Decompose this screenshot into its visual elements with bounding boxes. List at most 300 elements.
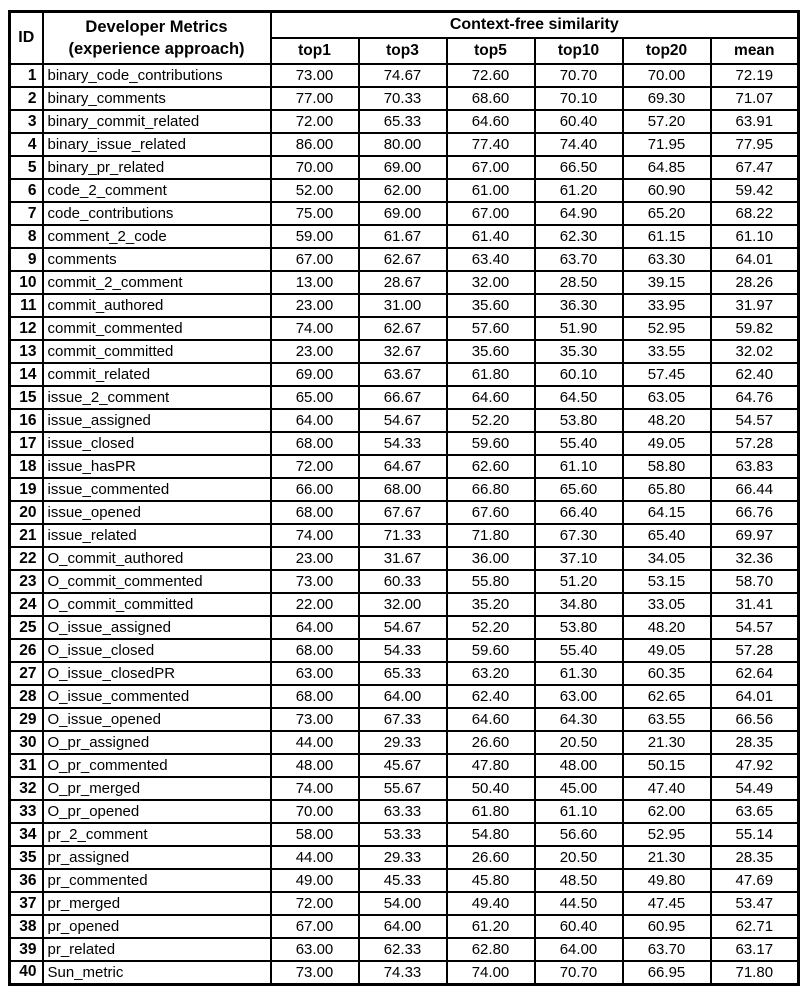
metric-value-top5: 61.80 [447,800,535,823]
metric-value-top10: 48.00 [535,754,623,777]
metric-value-top20: 39.15 [623,271,711,294]
metric-value-top20: 21.30 [623,731,711,754]
metric-name: commit_committed [43,340,271,363]
row-id: 20 [10,501,43,524]
metric-name: pr_assigned [43,846,271,869]
metric-value-top1: 72.00 [271,892,359,915]
metric-value-top20: 47.40 [623,777,711,800]
metric-value-top20: 60.90 [623,179,711,202]
row-id: 27 [10,662,43,685]
metric-value-mean: 28.35 [711,731,799,754]
metric-value-top20: 33.95 [623,294,711,317]
metric-value-top5: 26.60 [447,731,535,754]
row-id: 23 [10,570,43,593]
metric-value-top20: 69.30 [623,87,711,110]
metric-value-top5: 74.00 [447,961,535,984]
table-row [10,593,799,616]
metric-value-top10: 20.50 [535,731,623,754]
metric-value-top20: 34.05 [623,547,711,570]
metric-value-mean: 59.82 [711,317,799,340]
metric-value-mean: 71.07 [711,87,799,110]
metric-value-top20: 48.20 [623,616,711,639]
metric-value-top1: 23.00 [271,340,359,363]
metric-value-top3: 62.00 [359,179,447,202]
table-row [10,708,799,731]
row-id: 32 [10,777,43,800]
table-row [10,202,799,225]
metric-value-top10: 44.50 [535,892,623,915]
row-id: 37 [10,892,43,915]
metric-value-mean: 61.10 [711,225,799,248]
metric-name: O_issue_closedPR [43,662,271,685]
metric-value-mean: 64.76 [711,386,799,409]
table-row [10,248,799,271]
metric-name: binary_pr_related [43,156,271,179]
metric-value-top1: 52.00 [271,179,359,202]
metric-value-mean: 66.44 [711,478,799,501]
table-row [10,938,799,961]
metric-value-top20: 65.80 [623,478,711,501]
metric-value-top5: 45.80 [447,869,535,892]
metric-name: O_commit_authored [43,547,271,570]
metric-value-top3: 28.67 [359,271,447,294]
row-id: 24 [10,593,43,616]
metric-value-mean: 77.95 [711,133,799,156]
metric-value-mean: 63.17 [711,938,799,961]
metric-value-mean: 53.47 [711,892,799,915]
metric-value-mean: 55.14 [711,823,799,846]
metric-value-mean: 66.56 [711,708,799,731]
metric-name: issue_2_comment [43,386,271,409]
metric-value-top5: 62.40 [447,685,535,708]
metric-value-top3: 54.67 [359,409,447,432]
metric-value-top5: 47.80 [447,754,535,777]
metric-name: O_pr_assigned [43,731,271,754]
metric-name: issue_opened [43,501,271,524]
metric-value-top10: 48.50 [535,869,623,892]
metric-value-top3: 80.00 [359,133,447,156]
metric-value-top3: 71.33 [359,524,447,547]
table-row [10,777,799,800]
metric-value-top10: 34.80 [535,593,623,616]
metric-value-top3: 67.33 [359,708,447,731]
metric-value-top3: 64.00 [359,915,447,938]
table-row [10,110,799,133]
metric-value-top1: 74.00 [271,524,359,547]
metrics-table [8,10,800,986]
metric-value-mean: 68.22 [711,202,799,225]
metric-value-top20: 62.65 [623,685,711,708]
metric-value-top10: 37.10 [535,547,623,570]
row-id: 33 [10,800,43,823]
metric-name: comments [43,248,271,271]
row-id: 8 [10,225,43,248]
metric-value-top3: 29.33 [359,731,447,754]
metric-value-top10: 67.30 [535,524,623,547]
metric-name: issue_commented [43,478,271,501]
metric-value-mean: 62.71 [711,915,799,938]
table-row [10,317,799,340]
metric-value-top20: 70.00 [623,64,711,87]
metric-value-top3: 66.67 [359,386,447,409]
metric-name: O_issue_assigned [43,616,271,639]
table-row [10,478,799,501]
metric-value-top10: 45.00 [535,777,623,800]
table-row [10,340,799,363]
metric-value-top1: 44.00 [271,846,359,869]
metric-name: code_2_comment [43,179,271,202]
row-id: 12 [10,317,43,340]
table-row [10,731,799,754]
row-id: 13 [10,340,43,363]
metric-value-top10: 56.60 [535,823,623,846]
metric-value-top3: 64.00 [359,685,447,708]
metric-value-top1: 66.00 [271,478,359,501]
metric-value-top20: 49.80 [623,869,711,892]
metric-value-top20: 64.15 [623,501,711,524]
metric-value-mean: 62.64 [711,662,799,685]
table-row [10,386,799,409]
row-id: 4 [10,133,43,156]
metric-name: commit_related [43,363,271,386]
metric-value-top5: 72.60 [447,64,535,87]
metric-value-top1: 23.00 [271,547,359,570]
metric-value-top3: 55.67 [359,777,447,800]
metric-value-mean: 63.65 [711,800,799,823]
metric-value-top1: 69.00 [271,363,359,386]
metric-value-top20: 50.15 [623,754,711,777]
metric-value-top1: 73.00 [271,708,359,731]
metric-value-top5: 35.60 [447,340,535,363]
row-id: 18 [10,455,43,478]
metric-name: issue_closed [43,432,271,455]
metric-value-mean: 31.41 [711,593,799,616]
metric-value-top1: 72.00 [271,455,359,478]
metric-value-top10: 55.40 [535,639,623,662]
col-header-top5: top5 [447,38,535,64]
metric-value-top1: 13.00 [271,271,359,294]
metric-value-top10: 70.10 [535,87,623,110]
metric-value-top5: 61.40 [447,225,535,248]
metric-value-top3: 32.00 [359,593,447,616]
table-row [10,409,799,432]
metric-value-top5: 77.40 [447,133,535,156]
table-row [10,892,799,915]
metric-value-top5: 61.80 [447,363,535,386]
row-id: 1 [10,64,43,87]
metric-value-top10: 53.80 [535,616,623,639]
metric-name: code_contributions [43,202,271,225]
metric-value-top1: 68.00 [271,432,359,455]
metric-value-top5: 35.60 [447,294,535,317]
metric-name: O_pr_commented [43,754,271,777]
metric-value-top5: 50.40 [447,777,535,800]
row-id: 35 [10,846,43,869]
table-row [10,524,799,547]
metric-value-top5: 67.60 [447,501,535,524]
metric-value-top3: 65.33 [359,662,447,685]
metric-value-top10: 64.00 [535,938,623,961]
metric-value-top10: 51.90 [535,317,623,340]
metric-value-mean: 57.28 [711,432,799,455]
row-id: 14 [10,363,43,386]
metric-value-top20: 65.40 [623,524,711,547]
metric-value-top20: 33.05 [623,593,711,616]
col-header-developer-metrics [43,12,271,65]
metric-value-top1: 49.00 [271,869,359,892]
metric-value-top3: 69.00 [359,202,447,225]
metric-value-top5: 52.20 [447,409,535,432]
metric-value-mean: 58.70 [711,570,799,593]
metric-value-top1: 64.00 [271,616,359,639]
metric-value-mean: 54.57 [711,616,799,639]
metric-value-top5: 55.80 [447,570,535,593]
metric-value-top10: 64.90 [535,202,623,225]
metric-value-top20: 65.20 [623,202,711,225]
metric-value-top5: 64.60 [447,386,535,409]
table-row [10,271,799,294]
metric-value-top1: 72.00 [271,110,359,133]
metric-value-top3: 29.33 [359,846,447,869]
metric-value-top20: 52.95 [623,317,711,340]
metric-value-top3: 63.33 [359,800,447,823]
metric-value-mean: 66.76 [711,501,799,524]
metric-name: O_issue_closed [43,639,271,662]
metric-value-top5: 61.20 [447,915,535,938]
metric-value-top10: 64.30 [535,708,623,731]
table-row [10,294,799,317]
metric-value-top3: 62.67 [359,248,447,271]
table-row [10,915,799,938]
metric-value-top5: 71.80 [447,524,535,547]
metric-value-top5: 32.00 [447,271,535,294]
metric-value-top10: 63.70 [535,248,623,271]
metric-value-top10: 35.30 [535,340,623,363]
metric-value-top20: 58.80 [623,455,711,478]
metric-value-top3: 45.67 [359,754,447,777]
metric-value-top10: 55.40 [535,432,623,455]
metric-value-top20: 66.95 [623,961,711,984]
metric-value-top5: 26.60 [447,846,535,869]
metric-value-top1: 59.00 [271,225,359,248]
metric-value-top5: 66.80 [447,478,535,501]
metric-name: commit_authored [43,294,271,317]
header-row-group [10,12,799,39]
metric-value-top1: 74.00 [271,317,359,340]
metric-value-top20: 62.00 [623,800,711,823]
row-id: 34 [10,823,43,846]
metric-value-mean: 63.91 [711,110,799,133]
metric-name: pr_opened [43,915,271,938]
metric-value-top5: 49.40 [447,892,535,915]
metric-value-top20: 49.05 [623,639,711,662]
metric-value-top1: 73.00 [271,64,359,87]
table-row [10,363,799,386]
metric-value-top1: 68.00 [271,639,359,662]
metric-value-top3: 65.33 [359,110,447,133]
metric-value-mean: 28.35 [711,846,799,869]
metric-value-top5: 67.00 [447,156,535,179]
metric-value-mean: 64.01 [711,248,799,271]
table-row [10,800,799,823]
metric-value-top3: 31.67 [359,547,447,570]
metric-value-top20: 52.95 [623,823,711,846]
metric-value-top3: 68.00 [359,478,447,501]
metric-value-top3: 74.67 [359,64,447,87]
metric-name: O_issue_opened [43,708,271,731]
table-row [10,662,799,685]
metric-value-top3: 54.00 [359,892,447,915]
metric-name: binary_issue_related [43,133,271,156]
col-header-mean: mean [711,38,799,64]
metric-value-top10: 66.50 [535,156,623,179]
metric-value-top1: 67.00 [271,915,359,938]
metric-value-top3: 54.67 [359,616,447,639]
metric-value-mean: 28.26 [711,271,799,294]
metric-value-top10: 61.20 [535,179,623,202]
row-id: 21 [10,524,43,547]
metric-value-mean: 59.42 [711,179,799,202]
metric-value-top20: 47.45 [623,892,711,915]
metric-value-top1: 77.00 [271,87,359,110]
metric-value-top5: 64.60 [447,110,535,133]
metric-value-top5: 62.60 [447,455,535,478]
metric-value-top20: 57.20 [623,110,711,133]
metric-value-top5: 63.40 [447,248,535,271]
metric-name: pr_merged [43,892,271,915]
metric-value-mean: 57.28 [711,639,799,662]
metric-value-top3: 69.00 [359,156,447,179]
metric-value-mean: 32.02 [711,340,799,363]
metric-value-top1: 73.00 [271,961,359,984]
metric-value-top5: 59.60 [447,639,535,662]
metric-value-top10: 51.20 [535,570,623,593]
metric-value-top5: 64.60 [447,708,535,731]
metric-name: issue_hasPR [43,455,271,478]
row-id: 38 [10,915,43,938]
metric-value-top3: 45.33 [359,869,447,892]
metric-name: pr_commented [43,869,271,892]
metric-value-top1: 75.00 [271,202,359,225]
metric-value-top3: 32.67 [359,340,447,363]
table-row [10,639,799,662]
metric-value-top10: 28.50 [535,271,623,294]
table-row [10,432,799,455]
metric-value-top5: 57.60 [447,317,535,340]
metric-value-top1: 65.00 [271,386,359,409]
metric-value-top1: 74.00 [271,777,359,800]
metric-value-top20: 61.15 [623,225,711,248]
metric-value-top3: 74.33 [359,961,447,984]
metric-value-top20: 71.95 [623,133,711,156]
row-id: 29 [10,708,43,731]
metric-value-mean: 54.57 [711,409,799,432]
metric-name: pr_2_comment [43,823,271,846]
metric-name: binary_comments [43,87,271,110]
row-id: 40 [10,961,43,984]
metric-value-top10: 70.70 [535,64,623,87]
row-id: 5 [10,156,43,179]
row-id: 2 [10,87,43,110]
row-id: 10 [10,271,43,294]
row-id: 28 [10,685,43,708]
metric-value-top3: 64.67 [359,455,447,478]
metric-value-top1: 44.00 [271,731,359,754]
metric-value-top20: 63.30 [623,248,711,271]
metric-value-top10: 61.30 [535,662,623,685]
metric-value-top20: 63.70 [623,938,711,961]
metric-value-top5: 54.80 [447,823,535,846]
table-row [10,869,799,892]
metric-value-top1: 68.00 [271,501,359,524]
metric-value-top3: 53.33 [359,823,447,846]
col-header-developer-metrics-line1: Developer Metrics [85,17,228,36]
metric-value-top1: 48.00 [271,754,359,777]
metric-value-top20: 53.15 [623,570,711,593]
metric-value-top10: 74.40 [535,133,623,156]
table-row [10,616,799,639]
metric-name: pr_related [43,938,271,961]
metric-name: commit_commented [43,317,271,340]
metric-value-mean: 69.97 [711,524,799,547]
metric-value-top20: 57.45 [623,363,711,386]
metric-value-top3: 61.67 [359,225,447,248]
metric-value-top10: 64.50 [535,386,623,409]
metric-value-top3: 54.33 [359,432,447,455]
metric-value-mean: 64.01 [711,685,799,708]
table-row [10,685,799,708]
col-header-id: ID [10,12,43,65]
metric-value-mean: 31.97 [711,294,799,317]
metric-name: Sun_metric [43,961,271,984]
metric-value-top20: 63.55 [623,708,711,731]
metric-name: comment_2_code [43,225,271,248]
table-row [10,501,799,524]
metric-value-top3: 62.67 [359,317,447,340]
metric-value-mean: 62.40 [711,363,799,386]
metric-value-top3: 31.00 [359,294,447,317]
metric-value-top5: 63.20 [447,662,535,685]
metric-value-top10: 63.00 [535,685,623,708]
metric-value-top20: 33.55 [623,340,711,363]
metric-value-top10: 53.80 [535,409,623,432]
metric-value-top5: 61.00 [447,179,535,202]
table-row [10,846,799,869]
metric-value-top5: 52.20 [447,616,535,639]
table-row [10,179,799,202]
row-id: 19 [10,478,43,501]
metric-value-top1: 67.00 [271,248,359,271]
metric-name: O_pr_merged [43,777,271,800]
metric-value-top10: 36.30 [535,294,623,317]
row-id: 30 [10,731,43,754]
table-row [10,225,799,248]
metric-name: binary_commit_related [43,110,271,133]
table-row [10,570,799,593]
metric-value-top10: 65.60 [535,478,623,501]
col-header-top10: top10 [535,38,623,64]
metric-value-top10: 61.10 [535,455,623,478]
metric-value-top20: 21.30 [623,846,711,869]
metric-value-top10: 62.30 [535,225,623,248]
metric-name: binary_code_contributions [43,64,271,87]
col-header-top1: top1 [271,38,359,64]
table-row [10,823,799,846]
metric-value-top3: 67.67 [359,501,447,524]
metric-value-top5: 67.00 [447,202,535,225]
metric-value-top3: 62.33 [359,938,447,961]
metric-value-top5: 35.20 [447,593,535,616]
